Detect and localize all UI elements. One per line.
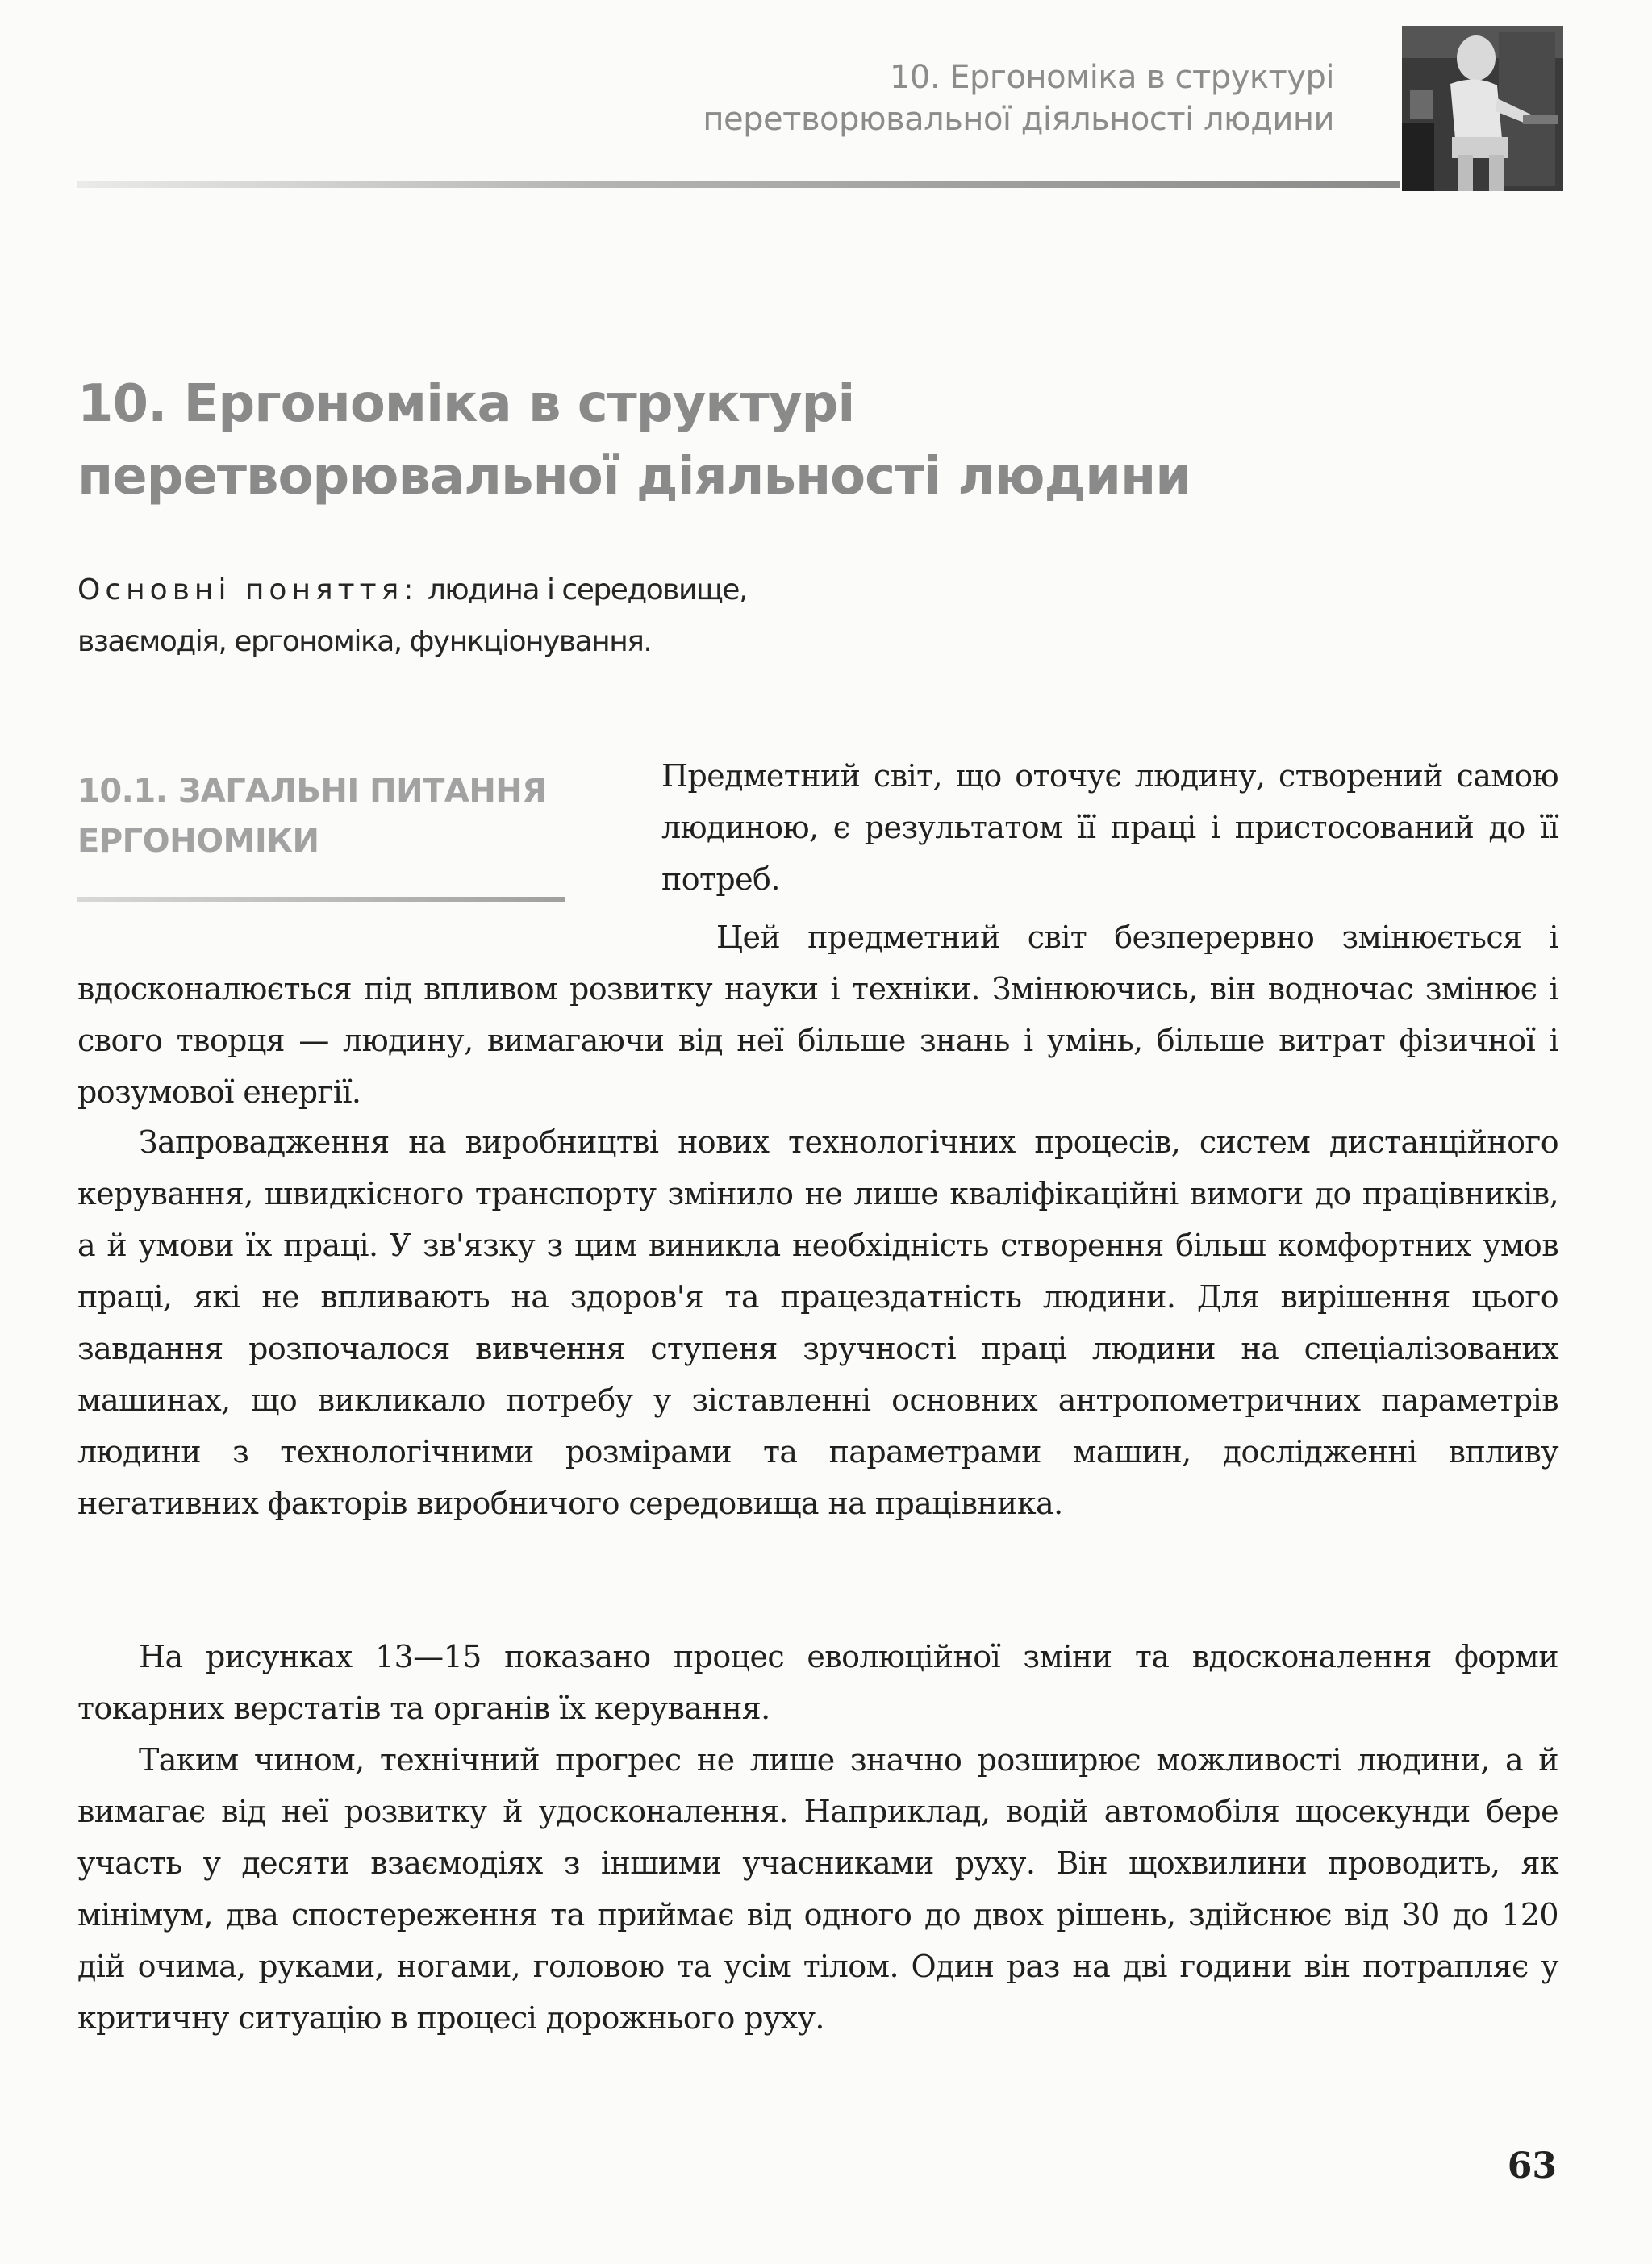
page-number: 63 (1507, 2145, 1557, 2187)
section-rule (77, 897, 565, 902)
seated-worker-image (1402, 26, 1563, 191)
paragraph-3: Запровадження на виробництві нових технологічних процесів, систем дистанційного керування, швидкісного транспорту змінило не лише кваліфікаційні вимоги до працівників, а й умови їх праці. У зв'язку з цим виникла необхідність створення більш комфортних умов праці, які не впливають на здоров'я та працездатність людини. Для вирішення цього завдання розпочалося вивчення ступеня зручності праці людини на спеціалізованих машинах, що викликало потребу у зіставленні основних антропометричних параметрів людини з технологічними розмірами та параметрами машин, дослідженні впливу негативних факторів виробничого середовища на працівника. (77, 1124, 1558, 1521)
header-illustration (1402, 26, 1563, 191)
paragraph-4: На рисунках 13—15 показано процес еволюційної зміни та вдосконалення форми токарних верстатів та органів їх керування. (77, 1639, 1558, 1726)
running-head-line1: 10. Ергономіка в структурі (889, 59, 1334, 96)
paragraph-1: Предметний світ, що оточує людину, створений самою людиною, є результатом її праці і пристосований до її потреб. (661, 758, 1558, 897)
running-head-line2: перетворювальної діяльності людини (703, 101, 1334, 138)
section-heading-line2: ЕРГОНОМІКИ (77, 823, 319, 860)
paragraph-5: Таким чином, технічний прогрес не лише значно розширює можливості людини, а й вимагає від неї розвитку й удосконалення. Наприклад, водій автомобіля щосекунди бере участь у десяти взаємодіях з іншими учасниками руху. Він щохвилини проводить, як мінімум, два спостереження та приймає від одного до двох рішень, здійснює від 30 до 120 дій очима, руками, ногами, головою та усім тілом. Один раз на дві години він потрапляє у критичну ситуацію в процесі дорожнього руху. (77, 1742, 1558, 2036)
chapter-title-line2: перетворювальної діяльності людини (77, 447, 1191, 507)
key-concepts-label: Основні поняття: (77, 573, 419, 607)
key-concepts-terms-line2: взаємодія, ергономіка, функціонування. (77, 625, 652, 658)
chapter-title-line1: 10. Ергономіка в структурі (77, 374, 855, 434)
key-concepts (77, 565, 1045, 668)
section-heading-line1: 10.1. ЗАГАЛЬНІ ПИТАННЯ (77, 773, 547, 810)
section-heading (77, 766, 594, 866)
key-concepts-terms-line1: людина і середовище, (427, 573, 747, 607)
running-head (528, 56, 1334, 140)
header-rule (77, 181, 1400, 188)
chapter-title (77, 368, 1449, 513)
paragraph-2: Цей предметний світ безперервно змінюється і вдосконалюється під впливом розвитку науки і техніки. Змінюючись, він водночас змінює і свого творця — людину, вимагаючи від неї більше знань і умінь, більше витрат фізичної і розумової енергії. (77, 919, 1558, 1110)
